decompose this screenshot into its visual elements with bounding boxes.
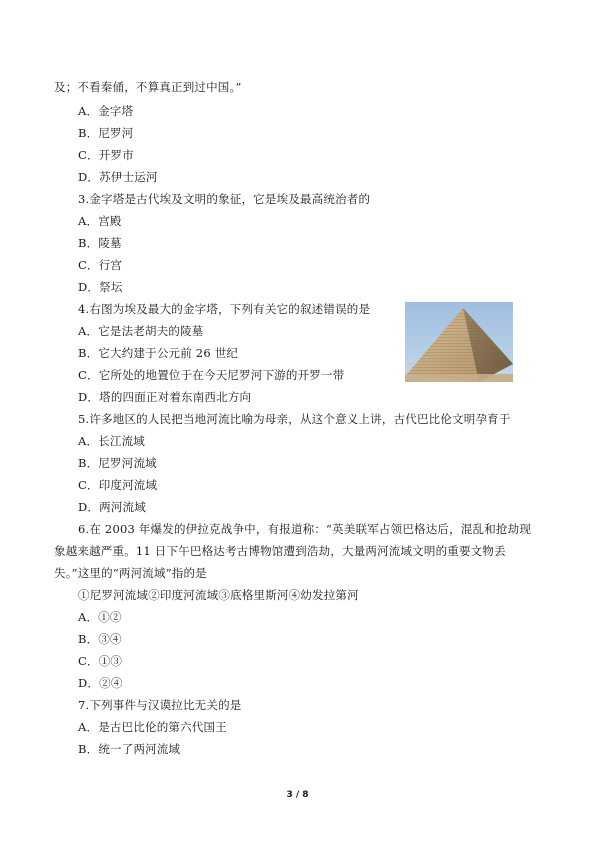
q4-option-c: C．它所处的地置位于在今天尼罗河下游的开罗一带 — [78, 368, 345, 382]
q4-option-b: B．它大约建于公元前 26 世纪 — [78, 346, 239, 360]
q5-option-d: D．两河流域 — [78, 500, 146, 514]
q2-option-c: C．开罗市 — [78, 148, 134, 162]
q3-option-c: C．行宫 — [78, 258, 123, 272]
q6-choices: ①尼罗河流域②印度河流域③底格里斯河④幼发拉第河 — [78, 588, 359, 602]
q7-stem: 7.下列事件与汉谟拉比无关的是 — [78, 698, 242, 712]
q3-option-a: A．宫殿 — [78, 214, 122, 228]
page-number: 3 / 8 — [286, 790, 309, 800]
q7-option-b: B．统一了两河流域 — [78, 742, 181, 756]
q5-stem: 5.许多地区的人民把当地河流比喻为母亲，从这个意义上讲，古代巴比伦文明孕育于 — [78, 412, 511, 426]
q6-option-b: B．③④ — [78, 632, 122, 646]
q6-option-a: A．①② — [78, 610, 122, 624]
q5-option-c: C．印度河流域 — [78, 478, 158, 492]
q5-option-a: A．长江流域 — [78, 434, 146, 448]
q6-option-c: C．①③ — [78, 654, 123, 668]
q6-option-d: D．②④ — [78, 676, 123, 690]
q4-option-d: D．塔的四面正对着东南西北方向 — [78, 390, 252, 404]
q3-option-d: D．祭坛 — [78, 280, 123, 294]
q3-stem: 3.金字塔是古代埃及文明的象征，它是埃及最高统治者的 — [78, 192, 371, 206]
q6-stem-line3: 失。”这里的“两河流域”指的是 — [54, 566, 207, 580]
q4-option-a: A．它是法老胡夫的陵墓 — [78, 324, 204, 338]
q6-stem-line1: 6.在 2003 年爆发的伊拉克战争中，有报道称：“英美联军占领巴格达后，混乱和抢劫现 — [78, 522, 532, 536]
q2-option-a: A．金字塔 — [78, 104, 134, 118]
q2-option-b: B．尼罗河 — [78, 126, 134, 140]
q7-option-a: A．是古巴比伦的第六代国王 — [78, 720, 227, 734]
pyramid-illustration — [405, 302, 513, 382]
q6-stem-line2: 象越来越严重。11 日下午巴格达考古博物馆遭到浩劫，大量两河流域文明的重要文物丢 — [54, 544, 506, 558]
intro-tail: 及；不看秦俑，不算真正到过中国。” — [54, 80, 242, 94]
q2-option-d: D．苏伊士运河 — [78, 170, 158, 184]
q5-option-b: B．尼罗河流域 — [78, 456, 157, 470]
q4-stem: 4.右图为埃及最大的金字塔，下列有关它的叙述错误的是 — [78, 302, 371, 316]
pyramid-photo — [405, 302, 513, 382]
q3-option-b: B．陵墓 — [78, 236, 122, 250]
